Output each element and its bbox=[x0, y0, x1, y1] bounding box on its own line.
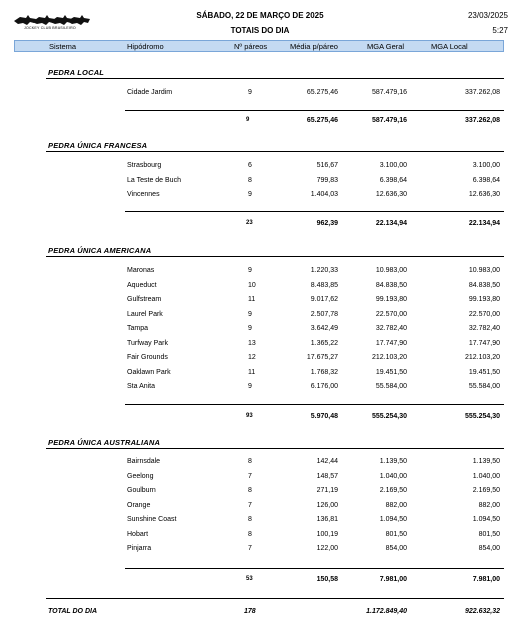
pareos-cell: 7 bbox=[248, 545, 252, 552]
hipodromo-cell: Laurel Park bbox=[127, 311, 163, 318]
hipodromo-cell: Vincennes bbox=[127, 191, 160, 198]
report-date: 23/03/2025 bbox=[467, 11, 508, 20]
subtotal-mga-geral: 555.254,30 bbox=[371, 413, 407, 420]
mga-local-cell: 17.747,90 bbox=[468, 340, 500, 347]
hipodromo-cell: Geelong bbox=[127, 473, 154, 480]
media-cell: 1.365,22 bbox=[310, 340, 338, 347]
grand-total-mga-local: 922.632,32 bbox=[464, 608, 500, 615]
pareos-cell: 10 bbox=[248, 282, 256, 289]
hipodromo-cell: Maronas bbox=[127, 267, 155, 274]
mga-local-cell: 12.636,30 bbox=[468, 191, 500, 198]
section-divider bbox=[46, 448, 504, 449]
mga-geral-cell: 6.398,64 bbox=[379, 177, 407, 184]
mga-local-cell: 10.983,00 bbox=[468, 267, 500, 274]
mga-geral-cell: 19.451,50 bbox=[375, 369, 407, 376]
pareos-cell: 12 bbox=[248, 354, 256, 361]
subtotal-mga-geral: 587.479,16 bbox=[371, 117, 407, 124]
subtotal-media: 962,39 bbox=[316, 220, 338, 227]
subtotal-mga-geral: 22.134,94 bbox=[375, 220, 407, 227]
mga-local-cell: 32.782,40 bbox=[468, 325, 500, 332]
mga-local-cell: 84.838,50 bbox=[468, 282, 500, 289]
subtotal-divider bbox=[125, 404, 504, 405]
subtotal-media: 65.275,46 bbox=[306, 117, 338, 124]
report-subtitle: TOTAIS DO DIA bbox=[230, 26, 290, 35]
hipodromo-cell: Cidade Jardim bbox=[127, 89, 173, 96]
pareos-cell: 13 bbox=[248, 340, 256, 347]
section-title: PEDRA LOCAL bbox=[48, 68, 105, 77]
pareos-cell: 7 bbox=[248, 473, 252, 480]
pareos-cell: 9 bbox=[248, 267, 252, 274]
column-header-bar bbox=[14, 40, 504, 52]
report-time: 5:27 bbox=[492, 26, 508, 35]
hipodromo-cell: Orange bbox=[127, 502, 151, 509]
pareos-cell: 8 bbox=[248, 177, 252, 184]
mga-local-cell: 337.262,08 bbox=[464, 89, 500, 96]
media-cell: 6.176,00 bbox=[310, 383, 338, 390]
report-title: SÁBADO, 22 DE MARÇO DE 2025 bbox=[196, 11, 324, 20]
pareos-cell: 9 bbox=[248, 311, 252, 318]
mga-local-cell: 212.103,20 bbox=[464, 354, 500, 361]
subtotal-pareos: 93 bbox=[246, 413, 253, 419]
hipodromo-cell: Aqueduct bbox=[127, 282, 157, 289]
mga-local-cell: 55.584,00 bbox=[468, 383, 500, 390]
section-title: PEDRA ÚNICA AMERICANA bbox=[48, 246, 152, 255]
column-hipodromo: Hipódromo bbox=[127, 42, 164, 51]
hipodromo-cell: Gulfstream bbox=[127, 296, 162, 303]
media-cell: 65.275,46 bbox=[306, 89, 338, 96]
mga-local-cell: 1.040,00 bbox=[472, 473, 500, 480]
mga-local-cell: 19.451,50 bbox=[468, 369, 500, 376]
section-title: PEDRA ÚNICA AUSTRALIANA bbox=[48, 438, 161, 447]
grand-total-mga-geral: 1.172.849,40 bbox=[366, 608, 407, 615]
hipodromo-cell: Fair Grounds bbox=[127, 354, 168, 361]
media-cell: 122,00 bbox=[316, 545, 338, 552]
mga-local-cell: 801,50 bbox=[478, 531, 500, 538]
column-mga-geral: MGA Geral bbox=[367, 42, 405, 51]
media-cell: 1.768,32 bbox=[310, 369, 338, 376]
section-divider bbox=[46, 78, 504, 79]
mga-local-cell: 854,00 bbox=[478, 545, 500, 552]
mga-geral-cell: 12.636,30 bbox=[375, 191, 407, 198]
section-divider bbox=[46, 256, 504, 257]
grand-total-pareos: 178 bbox=[244, 608, 256, 615]
hipodromo-cell: Strasbourg bbox=[127, 162, 162, 169]
pareos-cell: 9 bbox=[248, 383, 252, 390]
hipodromo-cell: Oaklawn Park bbox=[127, 369, 171, 376]
media-cell: 126,00 bbox=[316, 502, 338, 509]
mga-geral-cell: 32.782,40 bbox=[375, 325, 407, 332]
media-cell: 799,83 bbox=[316, 177, 338, 184]
media-cell: 142,44 bbox=[316, 458, 338, 465]
mga-local-cell: 1.094,50 bbox=[472, 516, 500, 523]
column-sistema: Sistema bbox=[49, 42, 77, 51]
mga-local-cell: 6.398,64 bbox=[472, 177, 500, 184]
subtotal-mga-local: 555.254,30 bbox=[464, 413, 500, 420]
mga-geral-cell: 1.094,50 bbox=[379, 516, 407, 523]
section-title: PEDRA ÚNICA FRANCESA bbox=[48, 141, 148, 150]
column-media: Média p/páreo bbox=[290, 42, 338, 51]
section-divider bbox=[46, 151, 504, 152]
column-mga-local: MGA Local bbox=[431, 42, 468, 51]
hipodromo-cell: Bairnsdale bbox=[127, 458, 161, 465]
mga-local-cell: 882,00 bbox=[478, 502, 500, 509]
mga-geral-cell: 55.584,00 bbox=[375, 383, 407, 390]
pareos-cell: 7 bbox=[248, 502, 252, 509]
mga-geral-cell: 22.570,00 bbox=[375, 311, 407, 318]
pareos-cell: 9 bbox=[248, 325, 252, 332]
media-cell: 1.220,33 bbox=[310, 267, 338, 274]
subtotal-pareos: 53 bbox=[246, 576, 253, 582]
mga-local-cell: 22.570,00 bbox=[468, 311, 500, 318]
media-cell: 3.642,49 bbox=[310, 325, 338, 332]
mga-geral-cell: 2.169,50 bbox=[379, 487, 407, 494]
grand-total-divider bbox=[46, 598, 504, 599]
subtotal-mga-geral: 7.981,00 bbox=[379, 576, 407, 583]
subtotal-media: 5.970,48 bbox=[310, 413, 338, 420]
mga-geral-cell: 17.747,90 bbox=[375, 340, 407, 347]
subtotal-mga-local: 337.262,08 bbox=[464, 117, 500, 124]
mga-geral-cell: 801,50 bbox=[385, 531, 407, 538]
subtotal-divider bbox=[125, 110, 504, 111]
hipodromo-cell: Tampa bbox=[127, 325, 149, 332]
mga-geral-cell: 84.838,50 bbox=[375, 282, 407, 289]
mga-local-cell: 99.193,80 bbox=[468, 296, 500, 303]
media-cell: 8.483,85 bbox=[310, 282, 338, 289]
media-cell: 9.017,62 bbox=[310, 296, 338, 303]
hipodromo-cell: Pinjarra bbox=[127, 545, 152, 552]
media-cell: 2.507,78 bbox=[310, 311, 338, 318]
media-cell: 136,81 bbox=[316, 516, 338, 523]
subtotal-divider bbox=[125, 568, 504, 569]
mga-geral-cell: 587.479,16 bbox=[371, 89, 407, 96]
logo-text: JOCKEY CLUB BRASILEIRO bbox=[24, 26, 76, 30]
media-cell: 17.675,27 bbox=[306, 354, 338, 361]
mga-geral-cell: 1.040,00 bbox=[379, 473, 407, 480]
media-cell: 516,67 bbox=[316, 162, 338, 169]
pareos-cell: 8 bbox=[248, 487, 252, 494]
mga-geral-cell: 3.100,00 bbox=[379, 162, 407, 169]
pareos-cell: 8 bbox=[248, 458, 252, 465]
pareos-cell: 8 bbox=[248, 516, 252, 523]
mga-geral-cell: 212.103,20 bbox=[371, 354, 407, 361]
mga-geral-cell: 1.139,50 bbox=[379, 458, 407, 465]
hipodromo-cell: La Teste de Buch bbox=[127, 177, 181, 184]
media-cell: 100,19 bbox=[316, 531, 338, 538]
pareos-cell: 9 bbox=[248, 89, 252, 96]
mga-local-cell: 2.169,50 bbox=[472, 487, 500, 494]
subtotal-mga-local: 22.134,94 bbox=[468, 220, 500, 227]
hipodromo-cell: Sunshine Coast bbox=[127, 516, 177, 523]
mga-local-cell: 1.139,50 bbox=[472, 458, 500, 465]
subtotal-pareos: 23 bbox=[246, 220, 253, 226]
mga-geral-cell: 854,00 bbox=[385, 545, 407, 552]
pareos-cell: 11 bbox=[248, 369, 256, 376]
subtotal-pareos: 9 bbox=[246, 117, 250, 123]
hipodromo-cell: Sta Anita bbox=[127, 383, 156, 390]
pareos-cell: 8 bbox=[248, 531, 252, 538]
hipodromo-cell: Hobart bbox=[127, 531, 149, 538]
mga-geral-cell: 99.193,80 bbox=[375, 296, 407, 303]
subtotal-divider bbox=[125, 211, 504, 212]
grand-total-label: TOTAL DO DIA bbox=[48, 608, 97, 615]
media-cell: 1.404,03 bbox=[310, 191, 338, 198]
mga-geral-cell: 10.983,00 bbox=[375, 267, 407, 274]
mga-geral-cell: 882,00 bbox=[385, 502, 407, 509]
media-cell: 148,57 bbox=[316, 473, 338, 480]
subtotal-media: 150,58 bbox=[316, 576, 338, 583]
subtotal-mga-local: 7.981,00 bbox=[472, 576, 500, 583]
pareos-cell: 6 bbox=[248, 162, 252, 169]
hipodromo-cell: Turfway Park bbox=[127, 340, 168, 347]
mga-local-cell: 3.100,00 bbox=[472, 162, 500, 169]
column-pareos: Nº páreos bbox=[234, 42, 268, 51]
pareos-cell: 11 bbox=[248, 296, 256, 303]
pareos-cell: 9 bbox=[248, 191, 252, 198]
media-cell: 271,19 bbox=[316, 487, 338, 494]
hipodromo-cell: Goulburn bbox=[127, 487, 156, 494]
